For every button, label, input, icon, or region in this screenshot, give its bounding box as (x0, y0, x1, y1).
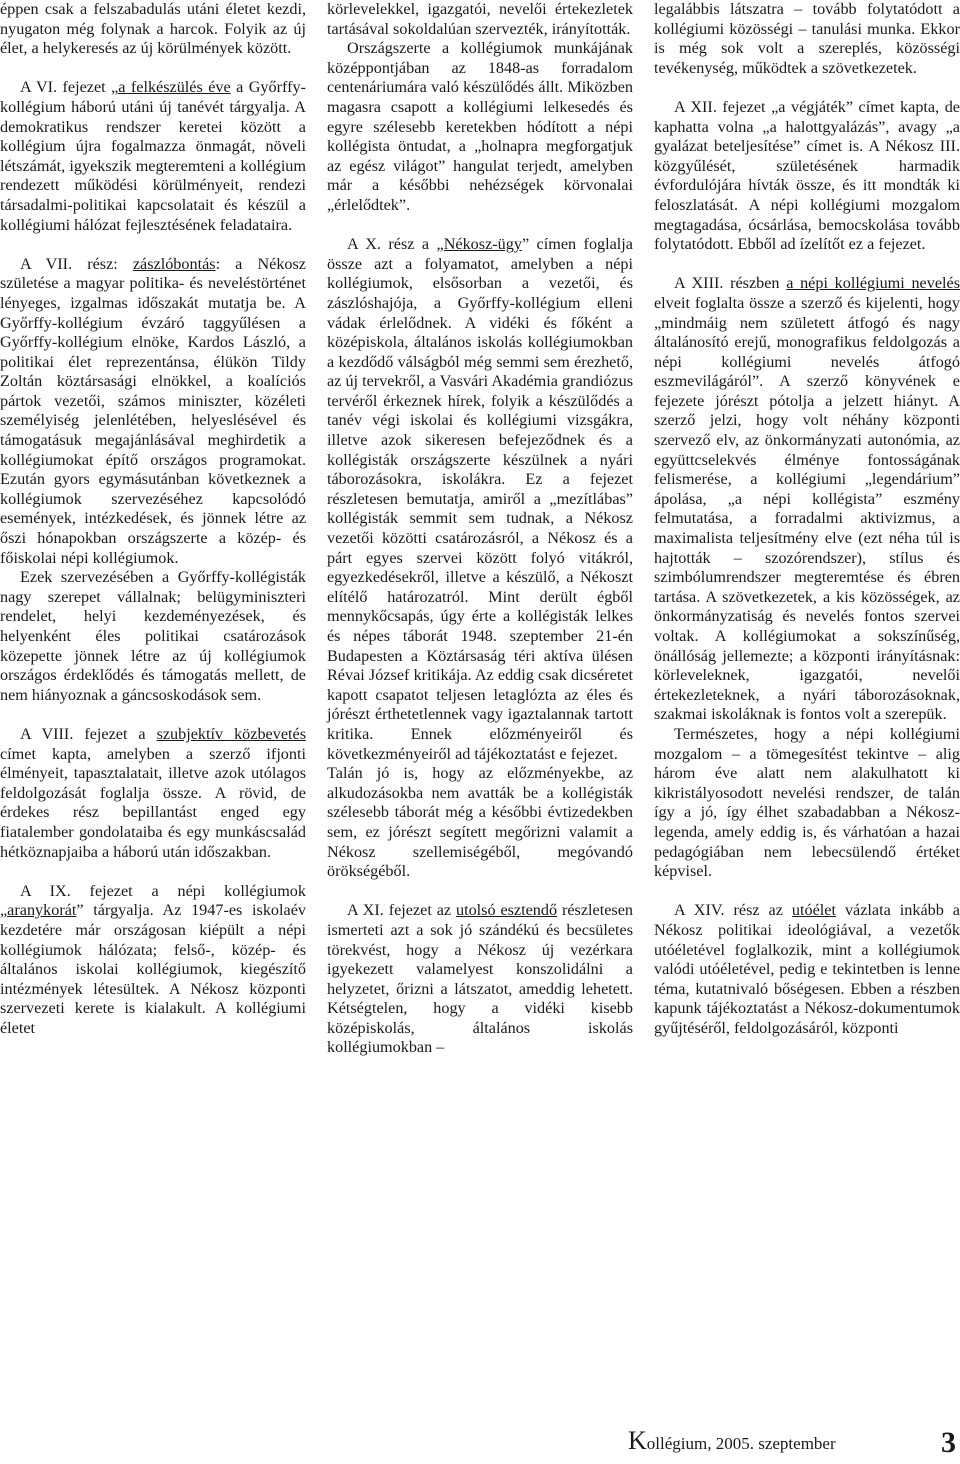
paragraph-text: Talán jó is, hogy az előzményekbe, az alkudozásokba nem avatták be a kollégisták szélesebb táborát még a későbbi évtizedekben sem, ez jórészt segített megőrizni valamit a Nékosz szellemiségéből, megóvandó örökségéből. (327, 764, 633, 881)
paragraph (654, 0, 960, 78)
paragraph-text: A XII. fejezet „a végjáték” címet kapta, de kaphatta volna „a halottgyalázás”, avagy „a gyalázat beteljesítése” címet is. A Nékosz III. közgyűlését, születésének harmadik évfordulójára hívták össze, és itt mondták ki feloszlatását. A népi kollégiumi mozgalom megtagadása, ócsárlása, bemocskolása tovább folytatódott. Ebből ad ízelítőt ez a fejezet. (654, 97, 960, 254)
underlined-phrase: „a felkészülés éve (111, 78, 231, 97)
paragraph-text: A VI. fejezet (20, 78, 112, 97)
column-2 (327, 0, 633, 1058)
paragraph (0, 78, 306, 235)
paragraph-text: A XIII. részben (674, 274, 787, 293)
paragraph (654, 98, 960, 255)
paragraph (327, 901, 633, 1058)
paragraph-text: A IX. fejezet a népi kollégiumok (20, 881, 306, 900)
paragraph-text: elveit foglalta össze a szerző és kijelenti, hogy „mindmáig nem született átfogó és nagy általánosító erejű, monografikus feldolgozás a népi kollégiumi nevelés átfogó eszmevilágáról”. A szerző könyvének e fejezete jórészt pótolja a jelzett hiányt. A szerző jelzi, hogy volt néhány központi szervező elv, az önkormányzati autonómia, az együttcselekvés élménye fontosságának felismerése, a kollégiumi „legendárium” ápolása, „a népi kollégista” eszmény felmutatása, a forradalmi aktivizmus, a maximalista teljesítmény elve (ezt néha túl is hajtották – szozórendszer), stílus és szimbólumrendszer megteremtése és ébren tartása. A szövetkezetek, a kis közösségek, az önkormányzatiság és nevelés fontos szervei voltak. A kollégiumokat a sokszínűség, önállóság jellemezte; a központi irányításnak: körleveleknek, igazgatói, nevelői értekezleteknek, a nyári táborozásoknak, szakmai iskoláknak is fontos volt a szerepük. (654, 293, 960, 724)
paragraph (327, 235, 633, 764)
paragraph (327, 39, 633, 215)
paragraph-text: A XI. fejezet az (347, 901, 456, 920)
paragraph (0, 0, 306, 59)
paragraph (0, 568, 306, 705)
column-1 (0, 0, 306, 1038)
underlined-phrase: a népi kollégiumi nevelés (786, 274, 960, 293)
paragraph-text: éppen csak a felszabadulás utáni életet kezdi, nyugaton még folynak a harcok. Folyik az új élet, a helykeresés az új körülmények között. (0, 0, 306, 58)
paragraph-text: Természetes, hogy a népi kollégiumi mozgalom – a tömegesítést tekintve – alig három éve alatt nem alakulhatott ki kikristályosodott nevelési rendszer, de talán így a jó, így élhet szabadabban a Nékosz-legenda, amely eddig is, és várhatóan a hazai pedagógiában nem lebecsülendő értéket képvisel. (654, 724, 960, 881)
paragraph-text: A VII. rész: (20, 254, 133, 273)
underlined-phrase: utolsó esztendő (455, 901, 558, 920)
underlined-phrase: szubjektív közbevetés (156, 724, 306, 743)
underlined-phrase: „Nékosz-ügy (436, 235, 522, 254)
paragraph-text: körlevelekkel, igazgatói, nevelői értekezletek tartásával sokoldalúan szervezték, irányították. (327, 0, 633, 38)
paragraph (327, 0, 633, 39)
paragraph-text: Ezek szervezésében a Győrffy-kollégisták nagy szerepet vállalnak; belügyminiszteri rendelet, helyi kezdeményezések, és helyenként éles politikai csatározások közepette jönnek létre az új kollégiumok országos érdeklődés és támogatás mellett, de nem hiányoznak a gáncsoskodások sem. (0, 568, 306, 704)
paragraph-text: Országszerte a kollégiumok munkájának középpontjában az 1848-as forradalom centenáriumára való készülődés állt. Miközben magasra csapott a kollégiumi lelkesedés és egyre szélesebb keretekben hódított a népi kollégista öntudat, a „holnapra megforgatjuk az egész világot” hangulat terjedt, amelyben már a későbbi nehézségek körvonalai „érlelődtek”. (327, 39, 633, 214)
underlined-phrase: utóélet (791, 901, 836, 920)
footer-publication (628, 1426, 836, 1456)
paragraph-text: részletesen ismerteti azt a sok jó szándékú és becsületes törekvést, hogy a Nékosz új vezérkara igyekezett valamelyest konszolidálni a helyzetet, őrizni a látszatot, ameddig lehetett. Kétségtelen, hogy a vidéki kisebb középiskolás, általános iskolás kollégiumokban – (327, 901, 633, 1057)
page-number: 3 (941, 1426, 956, 1459)
paragraph-text: legalábbis látszatra – tovább folytatódott a kollégiumi közösségi – tanulási munka. Ekkor is még sok volt a szereplés, közösségi tevékenység, működtek a szövetkezetek. (654, 0, 960, 77)
paragraph (654, 725, 960, 882)
footer-initial: K (628, 1426, 647, 1455)
paragraph-text: ” tárgyalja. Az 1947-es iskolaév kezdetére már országosan kiépült a népi kollégiumok hálózata; felső-, közép- és általános iskolai kollégiumok, kiegészítő intézmények létesültek. A Nékosz központi szervezeti kerete is kialakult. A kollégiumi életet (0, 901, 306, 1037)
paragraph (0, 255, 306, 569)
paragraph (654, 274, 960, 725)
underlined-phrase: „aranykorát (0, 901, 77, 920)
paragraph-text: ” címen foglalja össze azt a folyamatot, amelyben a népi kollégiumok, elsősorban a vezetői, és zászlóshajója, a Győrffy-kollégium elleni vádak érlelődnek. A vidéki és főként a középiskola, általános iskolás kollégiumokban a kezdődő válságból még semmi sem érezhető, az új tervekről, a Vasvári Akadémia grandiózus tervéről érkeznek hírek, folyik a készülődés a tanév végi iskolai és kollégiumi vizsgákra, illetve azok sikeresen befejeződnek és a kollégisták országszerte készülnek a nyári táborozásokra, iskolákra. Ez a fejezet részletesen bemutatja, amiről a „mezítlábas” kollégisták semmit sem tudnak, a Nékosz vezetői közötti csatározásról, a Nékosz és a párt egyes szervei között folyó vitákról, egyezkedésekről, illetve a készülő, a Nékoszt elítélő határozatról. Mint derült égből mennykőcsapás, úgy érte a kollégisták lelkes és népes táborát 1948. szeptember 21-én Budapesten a Köztársaság téri aktíva ülésen Révai József kritikája. Az eddig csak dicséretet kapott csapatot teljesen letaglózta az éles és jórészt érthetetlennek vagy igaztalannak tartott kritika. Ennek előzményeiről és következményeiről ad tájékoztatást e fejezet. (327, 235, 633, 763)
paragraph-text: A XIV. rész az (674, 901, 792, 920)
paragraph-text: a Győrffy-kollégium háború utáni új tanévét tárgyalja. A demokratikus rendszer keretei között a kollégium újra fogalmazza önmagát, növeli létszámát, igyekszik megteremteni a kollégium rendezett működési körülményeit, rendezi társadalmi-politikai kapcsolatait és készül a kollégiumi hálózat fejlesztésének feladataira. (0, 78, 306, 234)
paragraph (0, 882, 306, 1039)
paragraph-text: címet kapta, amelyben a szerző ifjonti élményeit, tapasztalatait, illetve azok utólagos feldolgozását foglalja össze. A rövid, de érdekes rész bepillantást enged egy fiatalember gondolataiba és egy munkáscsalád hétköznapjaiba a háború után időszakban. (0, 744, 306, 861)
footer-issue-date: ollégium, 2005. szeptember (646, 1434, 836, 1453)
column-3 (654, 0, 960, 1038)
paragraph (654, 901, 960, 1038)
paragraph (0, 725, 306, 862)
paragraph-text: : a Nékosz születése a magyar politika- és neveléstörténet lényeges, izgalmas időszakát mutatja be. A Győrffy-kollégium évzáró taggyűlésen a Győrffy-kollégium elnöke, Kardos László, a politikai élet reprezentánsa, élükön Tildy Zoltán köztársasági elnökkel, a koalíciós pártok vezetői, számos miniszter, közéleti személyiség jelenlétében, helyeslésével és támogatásuk megajánlásával meghirdetik a kollégiumokat építő országos programokat. Ezután gyors egymásutánban következnek a kollégiumok szervezéséhez kapcsolódó események, intézkedések, és jönnek létre az őszi hónapokban országszerte a közép- és főiskolai népi kollégiumok. (0, 254, 306, 567)
page-footer (628, 1428, 960, 1464)
paragraph-text: A VIII. fejezet a (20, 724, 157, 743)
paragraph-text: A X. rész a (347, 235, 437, 254)
paragraph-text: vázlata inkább a Nékosz politikai ideológiával, a vezetők utóéletével foglalkozik, mint a kollégiumok valódi utóéletével, pedig e tekintetben is lenne téma, kutatnivaló bőségesen. Ebben a részben kapunk tájékoztatást a Nékosz-dokumentumok gyűjtéséről, feldolgozásáról, központi (654, 901, 960, 1037)
underlined-phrase: zászlóbontás (132, 254, 216, 273)
paragraph (327, 764, 633, 882)
